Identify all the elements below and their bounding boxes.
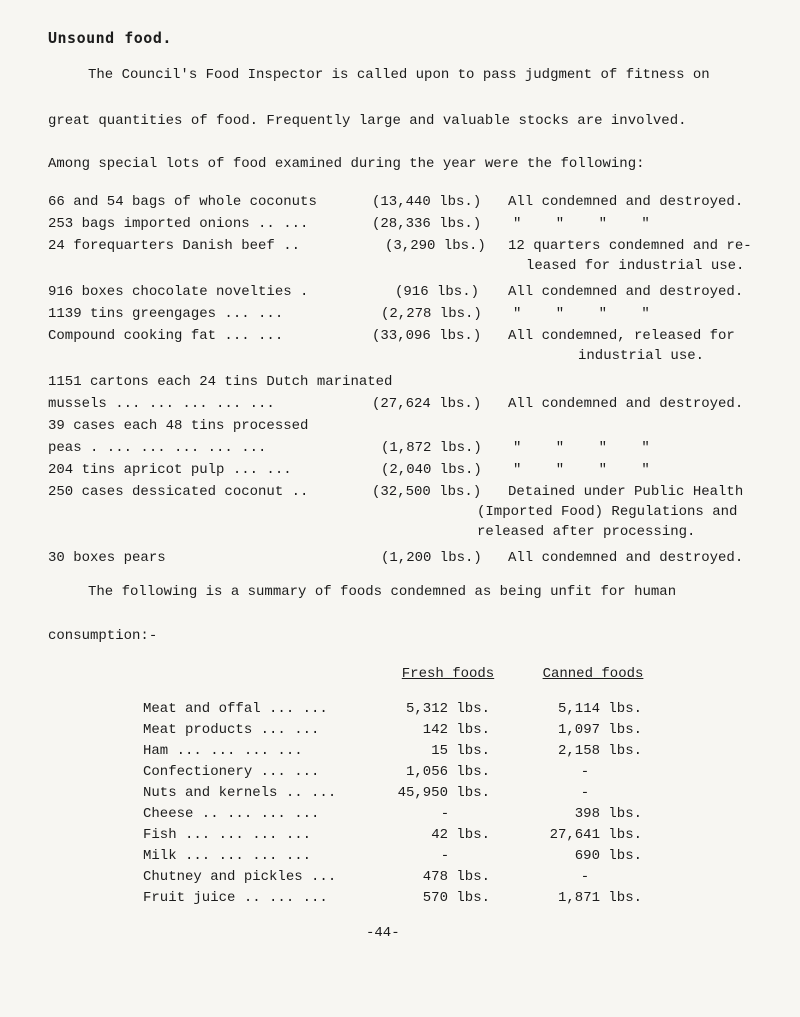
canned-value: 1,871 lbs. [557,890,642,906]
column-header-canned: Canned foods [542,666,644,682]
lot-item: 1139 tins greengages ... ... [48,306,284,322]
lot-item: 24 forequarters Danish beef .. [48,238,301,254]
lot-weight: (1,872 lbs.) [381,440,482,456]
lot-action: All condemned and destroyed. [508,396,744,412]
row-label: Fish ... ... ... ... [143,827,312,843]
lot-action-ditto: " " " " [513,462,650,478]
fresh-value: 15 lbs. [431,743,490,759]
row-label: Chutney and pickles ... [143,869,337,885]
lot-action-ditto: " " " " [513,306,650,322]
canned-value: 1,097 lbs. [557,722,642,738]
lot-action: All condemned and destroyed. [508,284,744,300]
fresh-value: 478 lbs. [422,869,490,885]
row-label: Ham ... ... ... ... [143,743,303,759]
section-heading: Unsound food. [48,29,172,47]
fresh-value: 45,950 lbs. [397,785,490,801]
lot-weight: (32,500 lbs.) [372,484,482,500]
lot-weight: (916 lbs.) [395,284,480,300]
lot-action-continued: released after processing. [477,524,696,540]
lot-action: All condemned and destroyed. [508,194,744,210]
column-header-fresh: Fresh foods [401,666,495,682]
lot-item: 916 boxes chocolate novelties . [48,284,309,300]
lot-action: All condemned and destroyed. [508,550,744,566]
lot-action: Detained under Public Health [508,484,744,500]
lot-weight: (3,290 lbs.) [385,238,486,254]
canned-value: - [580,869,590,885]
lot-item: 253 bags imported onions .. ... [48,216,309,232]
lot-action-continued: leased for industrial use. [526,258,745,274]
intro-line-3: Among special lots of food examined during the year were the following: [48,156,645,172]
fresh-value: - [440,848,450,864]
lot-weight: (2,040 lbs.) [381,462,482,478]
row-label: Milk ... ... ... ... [143,848,312,864]
fresh-value: 5,312 lbs. [405,701,490,717]
lot-item: peas . ... ... ... ... ... [48,440,267,456]
lot-item: 204 tins apricot pulp ... ... [48,462,292,478]
lot-action-ditto: " " " " [513,216,650,232]
summary-intro-line-2: consumption:- [48,628,158,644]
lot-weight: (2,278 lbs.) [381,306,482,322]
fresh-value: 1,056 lbs. [405,764,490,780]
lot-action: 12 quarters condemned and re- [508,238,752,254]
fresh-value: 42 lbs. [431,827,490,843]
canned-value: 5,114 lbs. [557,701,642,717]
page-number: -44- [366,925,400,941]
lot-weight: (1,200 lbs.) [381,550,482,566]
canned-value: 27,641 lbs. [549,827,642,843]
lot-weight: (27,624 lbs.) [372,396,482,412]
lot-item: 66 and 54 bags of whole coconuts [48,194,317,210]
canned-value: 690 lbs. [574,848,642,864]
lot-item: Compound cooking fat ... ... [48,328,284,344]
canned-value: - [580,764,590,780]
lot-action-ditto: " " " " [513,440,650,456]
fresh-value: 142 lbs. [422,722,490,738]
fresh-value: 570 lbs. [422,890,490,906]
lot-action-continued: (Imported Food) Regulations and [477,504,738,520]
lot-weight: (13,440 lbs.) [372,194,482,210]
canned-value: - [580,785,590,801]
lot-item: 250 cases dessicated coconut .. [48,484,309,500]
intro-line-2: great quantities of food. Frequently large and valuable stocks are involved. [48,113,687,129]
lot-action-continued: industrial use. [578,348,705,364]
row-label: Fruit juice .. ... ... [143,890,328,906]
fresh-value: - [440,806,450,822]
lot-item: mussels ... ... ... ... ... [48,396,275,412]
summary-intro-line-1: The following is a summary of foods condemned as being unfit for human [88,584,677,600]
row-label: Confectionery ... ... [143,764,320,780]
canned-value: 398 lbs. [574,806,642,822]
row-label: Meat and offal ... ... [143,701,328,717]
row-label: Cheese .. ... ... ... [143,806,320,822]
row-label: Nuts and kernels .. ... [143,785,337,801]
intro-line-1: The Council's Food Inspector is called upon to pass judgment of fitness on [88,67,710,83]
lot-weight: (33,096 lbs.) [372,328,482,344]
lot-item: 30 boxes pears [48,550,166,566]
lot-item: 39 cases each 48 tins processed [48,418,309,434]
canned-value: 2,158 lbs. [557,743,642,759]
row-label: Meat products ... ... [143,722,320,738]
lot-weight: (28,336 lbs.) [372,216,482,232]
lot-action: All condemned, released for [508,328,735,344]
lot-item: 1151 cartons each 24 tins Dutch marinated [48,374,393,390]
